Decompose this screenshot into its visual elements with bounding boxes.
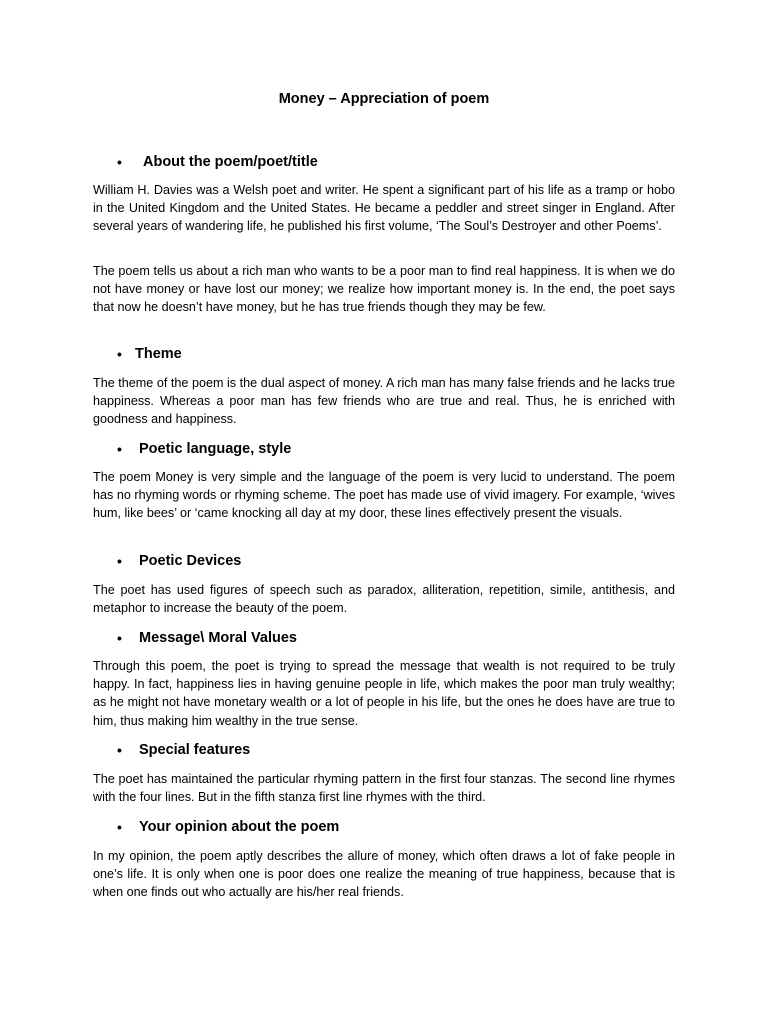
section-heading-label: Message\ Moral Values [139, 630, 297, 646]
section-heading-label: Special features [139, 742, 251, 758]
paragraph-features: The poet has maintained the particular rhyming pattern in the first four stanzas. The second line rhymes with the four lines. But in the fifth stanza first line rhymes with the third. [93, 772, 675, 805]
paragraph-about-poet: William H. Davies was a Welsh poet and writer. He spent a significant part of his life as a tramp or hobo in the United Kingdom and the United States. He became a peddler and street singer in England. After several years of wandering life, he published his first volume, ‘The Soul’s Destroyer and other Poems’. [93, 183, 675, 234]
bullet-icon: • [117, 346, 122, 362]
paragraph-message: Through this poem, the poet is trying to spread the message that wealth is not required to be truly happy. In fact, happiness lies in having genuine people in life, which makes the poor man truly wealthy; as he might not have monetary wealth or a lot of people in his life, but the ones he does have are true to him, thus making him wealthy in the true sense. [93, 659, 675, 728]
section-heading-label: Poetic Devices [139, 553, 242, 569]
paragraph-devices: The poet has used figures of speech such as paradox, alliteration, repetition, simile, antithesis, and metaphor to increase the beauty of the poem. [93, 583, 675, 616]
bullet-icon: • [117, 819, 122, 835]
paragraph-theme: The theme of the poem is the dual aspect of money. A rich man has many false friends and he lacks true happiness. Whereas a poor man has few friends who are true and real. Thus, he is enriched with goodness and happiness. [93, 376, 675, 427]
bullet-icon: • [117, 154, 122, 170]
bullet-icon: • [117, 441, 122, 457]
paragraph-about-poem: The poem tells us about a rich man who wants to be a poor man to find real happiness. It is when we do not have money or have lost our money; we realize how important money is. In the end, the poet says that now he doesn’t have money, but he has true friends though they may be few. [93, 264, 675, 315]
section-heading-label: Poetic language, style [139, 441, 292, 457]
bullet-icon: • [117, 742, 122, 758]
bullet-icon: • [117, 553, 122, 569]
document-title: Money – Appreciation of poem [278, 91, 490, 107]
section-heading-label: Your opinion about the poem [139, 819, 340, 835]
paragraph-language: The poem Money is very simple and the language of the poem is very lucid to understand. The poem has no rhyming words or rhyming scheme. The poet has made use of vivid imagery. For example, ‘wives hum, like bees’ or ‘came knocking all day at my door, these lines effectively present the visuals. [93, 470, 675, 521]
bullet-icon: • [117, 630, 122, 646]
section-heading-label: About the poem/poet/title [143, 154, 318, 170]
section-heading-label: Theme [135, 346, 182, 362]
paragraph-opinion: In my opinion, the poem aptly describes the allure of money, which often draws a lot of fake people in one’s life. It is only when one is poor does one realize the meaning of true happiness, because that is when one finds out who actually are his/her real friends. [93, 849, 675, 900]
